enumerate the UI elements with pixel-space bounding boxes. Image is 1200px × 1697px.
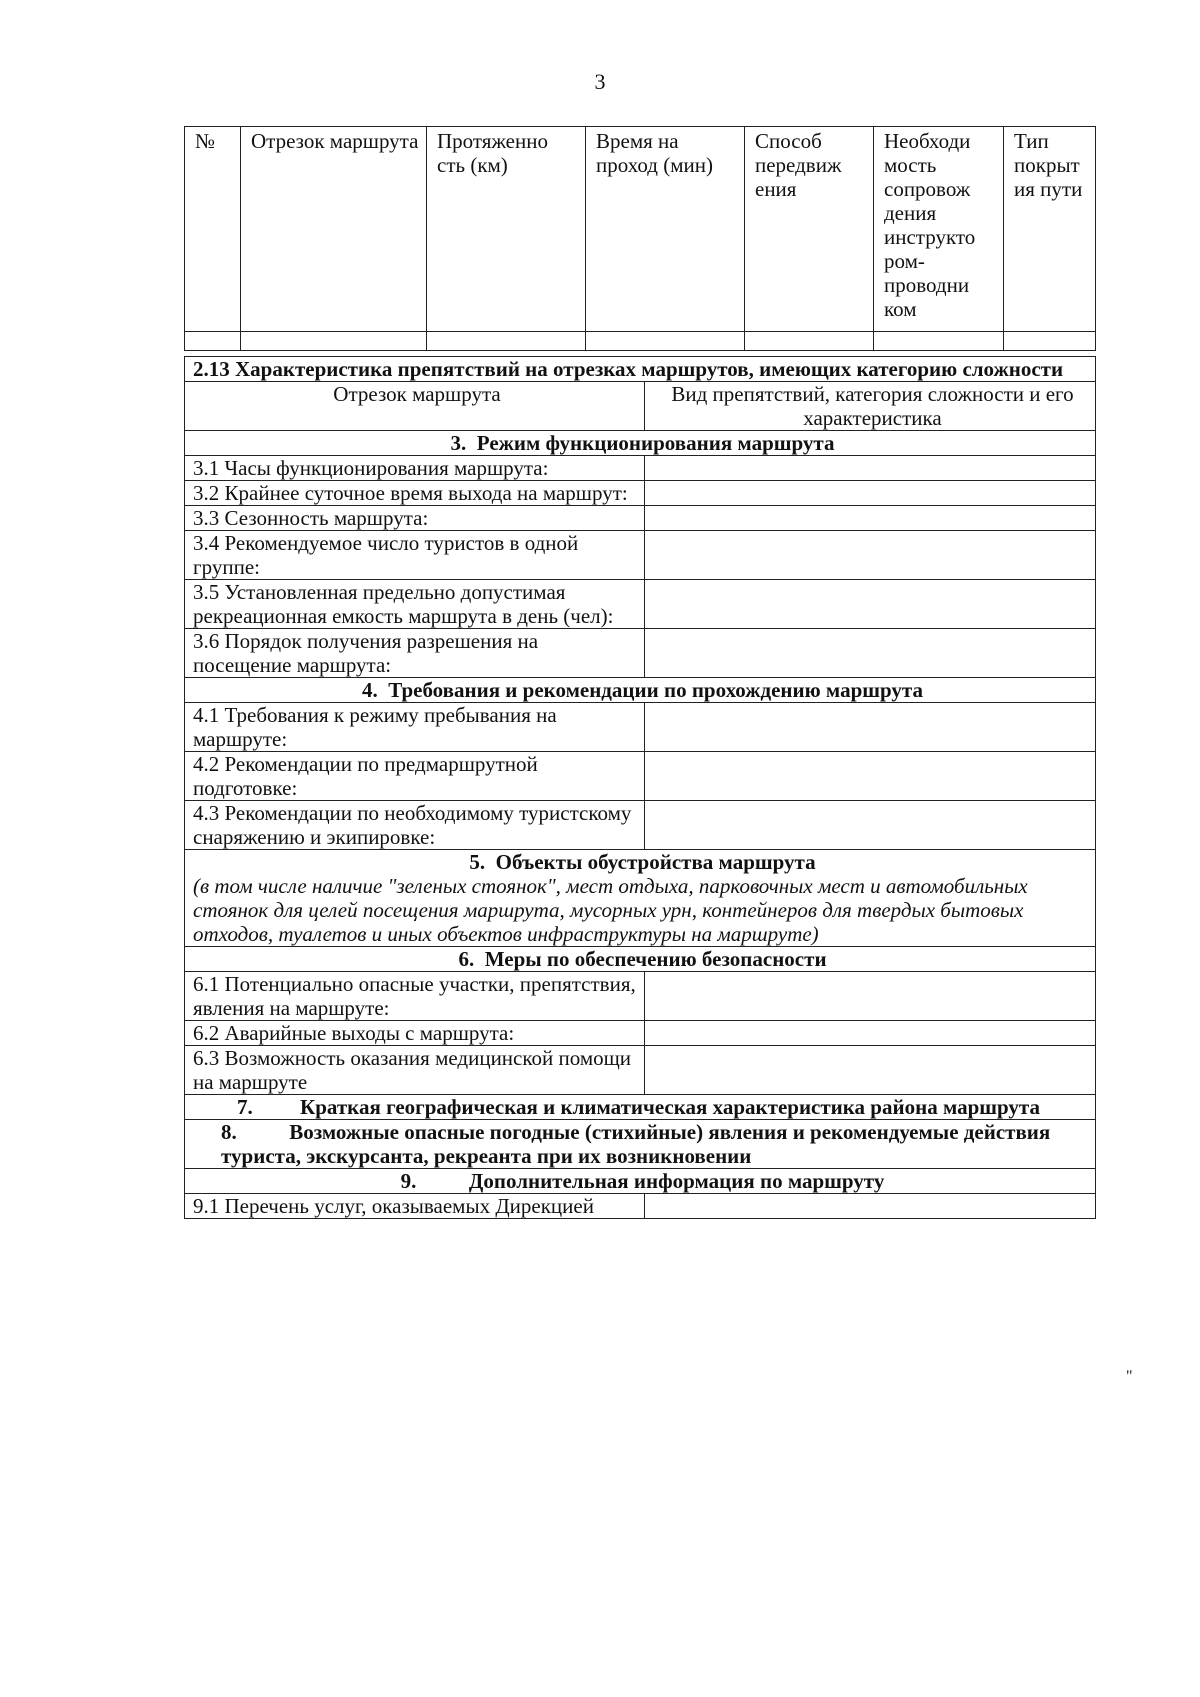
- section-2-13-col-right: Вид препятствий, категория сложности и его характеристика: [645, 382, 1096, 431]
- field-label: 4.1 Требования к режиму пребывания на маршруте:: [185, 703, 645, 752]
- empty-cell[interactable]: [874, 332, 1004, 351]
- empty-cell[interactable]: [185, 332, 241, 351]
- section-6-title: Меры по обеспечению безопасности: [484, 947, 827, 971]
- field-label: 3.4 Рекомендуемое число туристов в одной группе:: [185, 531, 645, 580]
- section-4-title: Требования и рекомендации по прохождению маршрута: [388, 678, 923, 702]
- section-7-heading: [185, 1095, 1096, 1120]
- section-2-13-title-row: [185, 357, 1096, 382]
- section-5-note: (в том числе наличие "зеленых стоянок", мест отдыха, парковочных мест и автомобильных стоянок для целей посещения маршрута, мусорных урн, контейнеров для твердых бытовых отходов, туалетов и иных объектов инфраструктуры на маршруте): [193, 874, 1028, 946]
- section-5-row: [185, 850, 1096, 947]
- header-length: Протяженно сть (км): [427, 127, 586, 332]
- trailing-quote-mark: ": [1126, 1368, 1133, 1385]
- field-value[interactable]: [645, 1046, 1096, 1095]
- field-value[interactable]: [645, 580, 1096, 629]
- empty-cell[interactable]: [745, 332, 874, 351]
- section-7-number: 7.: [237, 1095, 253, 1119]
- field-label: 6.3 Возможность оказания медицинской помощи на маршруте: [185, 1046, 645, 1095]
- field-label: 3.2 Крайнее суточное время выхода на маршрут:: [185, 481, 645, 506]
- section-4-number: 4.: [362, 678, 378, 702]
- section-7-title: Краткая географическая и климатическая характеристика района маршрута: [300, 1095, 1040, 1119]
- section-9-heading-row: [185, 1169, 1096, 1194]
- empty-cell[interactable]: [241, 332, 427, 351]
- form-row: [185, 506, 1096, 531]
- section-6-heading-row: [185, 947, 1096, 972]
- section-6-number: 6.: [458, 947, 475, 971]
- form-row: [185, 629, 1096, 678]
- field-label: 6.2 Аварийные выходы с маршрута:: [185, 1021, 645, 1046]
- form-row: [185, 1194, 1096, 1219]
- empty-cell[interactable]: [586, 332, 745, 351]
- field-value[interactable]: [645, 629, 1096, 678]
- section-5-cell: [185, 850, 1096, 947]
- section-7-row: [185, 1095, 1096, 1120]
- header-time: Время на проход (мин): [586, 127, 745, 332]
- form-row: [185, 801, 1096, 850]
- form-row: [185, 752, 1096, 801]
- section-2-13-col-left: Отрезок маршрута: [185, 382, 645, 431]
- form-row: [185, 580, 1096, 629]
- section-5-title: Объекты обустройства маршрута: [495, 850, 816, 874]
- field-value[interactable]: [645, 456, 1096, 481]
- field-label: 3.6 Порядок получения разрешения на посещение маршрута:: [185, 629, 645, 678]
- empty-cell[interactable]: [1004, 332, 1096, 351]
- form-row: [185, 1021, 1096, 1046]
- field-label: 6.1 Потенциально опасные участки, препятствия, явления на маршруте:: [185, 972, 645, 1021]
- section-6-heading: [185, 947, 1096, 972]
- section-3-title: Режим функционирования маршрута: [476, 431, 835, 455]
- form-row: [185, 972, 1096, 1021]
- field-label: 3.3 Сезонность маршрута:: [185, 506, 645, 531]
- section-8-title: Возможные опасные погодные (стихийные) явления и рекомендуемые действия туриста, экскурсанта, рекреанта при их возникновении: [221, 1120, 1051, 1168]
- section-3-number: 3.: [450, 431, 467, 455]
- form-row: [185, 1046, 1096, 1095]
- section-3-heading: [185, 431, 1096, 456]
- form-row: [185, 481, 1096, 506]
- form-row: [185, 456, 1096, 481]
- section-3-heading-row: [185, 431, 1096, 456]
- form-row: [185, 531, 1096, 580]
- route-passport-table: [184, 356, 1096, 1219]
- section-9-title: Дополнительная информация по маршруту: [468, 1169, 885, 1193]
- section-5-heading: [193, 850, 1092, 874]
- field-label: 4.2 Рекомендации по предмаршрутной подготовке:: [185, 752, 645, 801]
- field-value[interactable]: [645, 972, 1096, 1021]
- section-4-heading: [185, 678, 1096, 703]
- field-label: 3.1 Часы функционирования маршрута:: [185, 456, 645, 481]
- section-9-number: 9.: [400, 1169, 417, 1193]
- section-9-heading: [185, 1169, 1096, 1194]
- section-2-13-title: 2.13 Характеристика препятствий на отрезках маршрутов, имеющих категорию сложности: [185, 357, 1096, 382]
- route-table-header-row: [185, 127, 1096, 332]
- field-value[interactable]: [645, 506, 1096, 531]
- route-segments-table: [184, 126, 1096, 351]
- field-value[interactable]: [645, 481, 1096, 506]
- header-number: №: [185, 127, 241, 332]
- section-8-row: [185, 1120, 1096, 1169]
- section-8-heading: [185, 1120, 1096, 1169]
- header-surface-type: Тип покрыт ия пути: [1004, 127, 1096, 332]
- field-label: 3.5 Установленная предельно допустимая рекреационная емкость маршрута в день (чел):: [185, 580, 645, 629]
- header-instructor-need: Необходи мость сопровож дения инструкто ром- проводни ком: [874, 127, 1004, 332]
- section-8-number: 8.: [221, 1120, 237, 1144]
- page-number: 3: [594, 69, 606, 94]
- header-movement-method: Способ передвиж ения: [745, 127, 874, 332]
- section-5-number: 5.: [469, 850, 486, 874]
- field-value[interactable]: [645, 1194, 1096, 1219]
- section-2-13-columns-row: [185, 382, 1096, 431]
- section-4-heading-row: [185, 678, 1096, 703]
- header-segment: Отрезок маршрута: [241, 127, 427, 332]
- field-value[interactable]: [645, 531, 1096, 580]
- field-value[interactable]: [645, 752, 1096, 801]
- field-value[interactable]: [645, 1021, 1096, 1046]
- field-label: 4.3 Рекомендации по необходимому туристскому снаряжению и экипировке:: [185, 801, 645, 850]
- field-value[interactable]: [645, 703, 1096, 752]
- form-row: [185, 703, 1096, 752]
- field-value[interactable]: [645, 801, 1096, 850]
- empty-cell[interactable]: [427, 332, 586, 351]
- route-table-empty-row: [185, 332, 1096, 351]
- field-label: 9.1 Перечень услуг, оказываемых Дирекцией: [185, 1194, 645, 1219]
